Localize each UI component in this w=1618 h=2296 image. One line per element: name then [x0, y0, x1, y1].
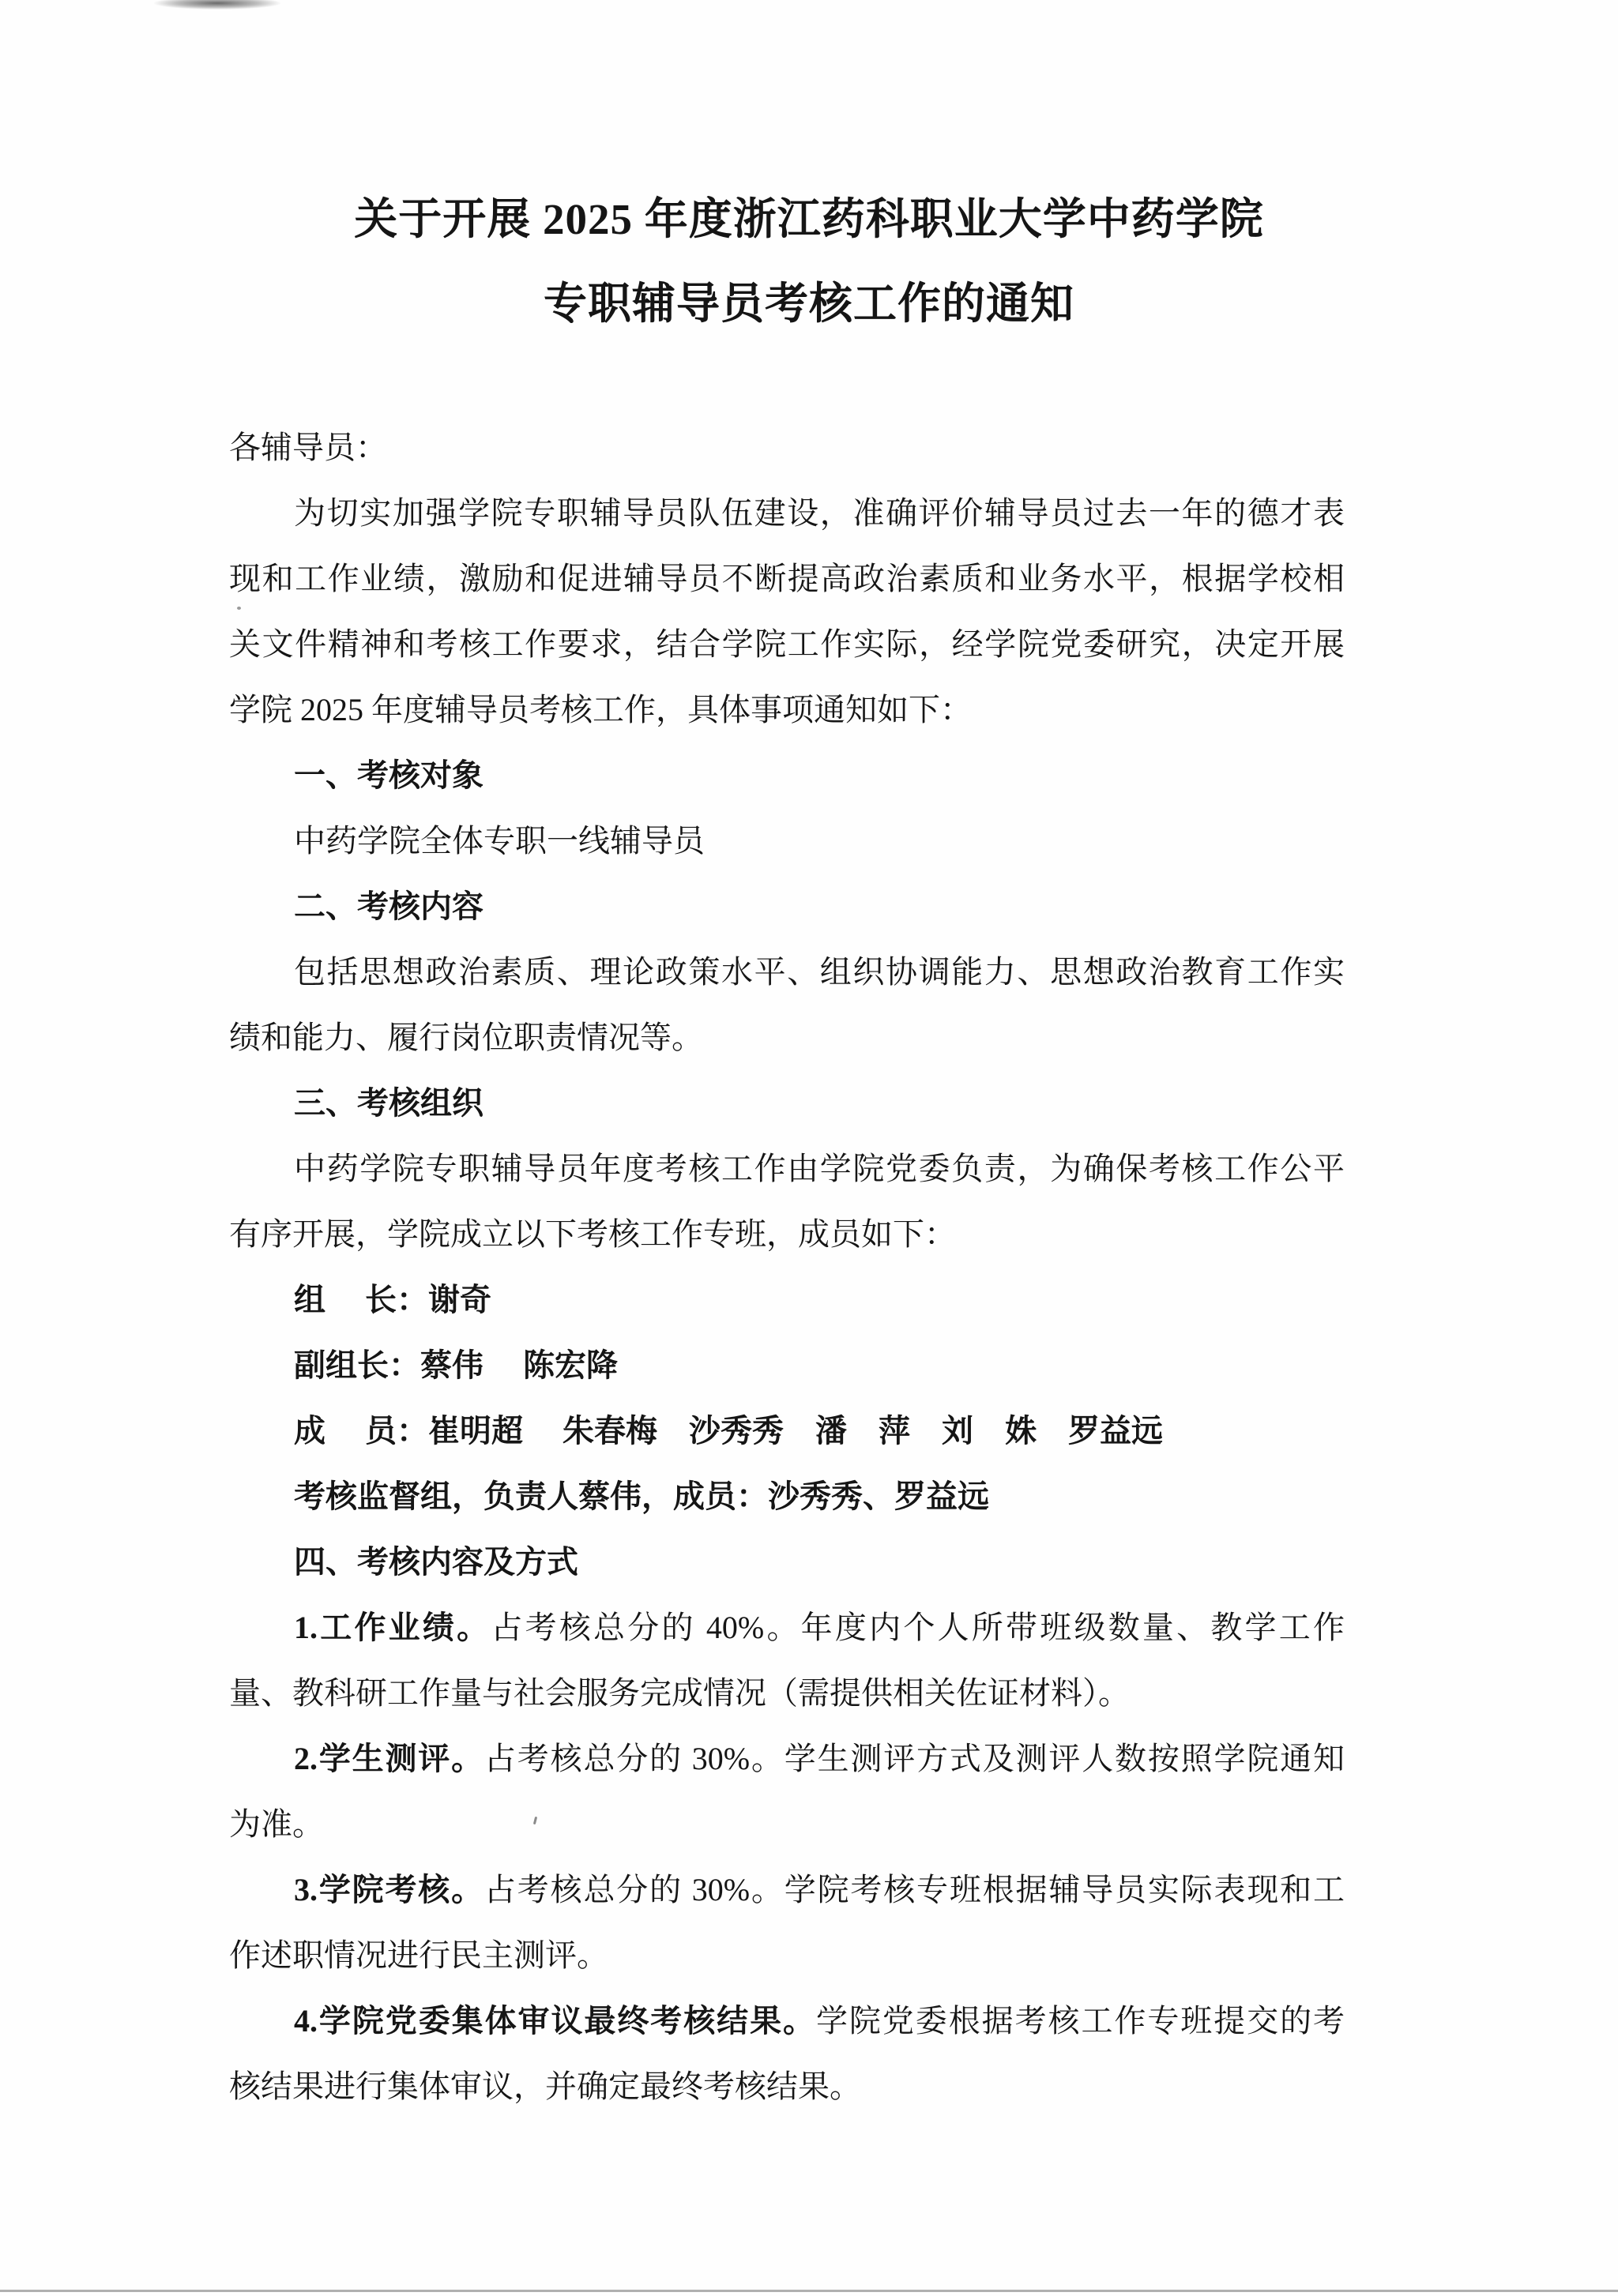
paragraph-line: 中药学院专职辅导员年度考核工作由学院党委负责，为确保考核工作公平 [294, 1151, 1345, 1186]
team-leader-line: 组 长：谢奇 [294, 1282, 491, 1317]
paragraph-line: 学院 2025 年度辅导员考核工作，具体事项通知如下： [229, 692, 972, 727]
team-deputy-line: 副组长：蔡伟 陈宏降 [294, 1347, 618, 1383]
item-lead: 4.学院党委集体审议最终考核结果。 [294, 2003, 816, 2039]
paragraph-line: 量、教科研工作量与社会服务完成情况（需提供相关佐证材料）。 [229, 1675, 1130, 1711]
paragraph-line: 为准。 [229, 1806, 324, 1842]
section-heading-3: 三、考核组织 [294, 1085, 484, 1121]
paragraph-line: 有序开展，学院成立以下考核工作专班，成员如下： [229, 1216, 956, 1252]
section-heading-1: 一、考核对象 [294, 757, 484, 793]
item-lead: 3.学院考核。 [294, 1872, 484, 1907]
paragraph-line: 作述职情况进行民主测评。 [229, 1937, 608, 1973]
paragraph-line: 核结果进行集体审议，并确定最终考核结果。 [229, 2069, 861, 2104]
section-heading-4: 四、考核内容及方式 [294, 1544, 578, 1580]
item-rest: 占考核总分的 30%。学生测评方式及测评人数按照学院通知 [484, 1741, 1345, 1776]
supervision-group-line: 考核监督组，负责人蔡伟，成员：沙秀秀、罗益远 [294, 1479, 989, 1514]
scan-speck-artifact [237, 607, 241, 610]
greeting-line: 各辅导员： [229, 430, 387, 465]
item-rest: 占考核总分的 30%。学院考核专班根据辅导员实际表现和工 [484, 1872, 1345, 1907]
item-lead: 2.学生测评。 [294, 1741, 484, 1776]
doc-body [229, 415, 1345, 2119]
scan-edge-line [0, 2290, 1618, 2292]
item-lead: 1.工作业绩。 [294, 1610, 491, 1645]
item-rest: 学院党委根据考核工作专班提交的考 [815, 2003, 1345, 2039]
numbered-item-line [229, 1857, 1345, 1922]
paragraph-line: 中药学院全体专职一线辅导员 [294, 823, 705, 859]
doc-title-line2: 专职辅导员考核工作的通知 [543, 280, 1074, 328]
numbered-item-line [229, 1988, 1345, 2054]
paragraph-line: 关文件精神和考核工作要求，结合学院工作实际，经学院党委研究，决定开展 [229, 626, 1345, 662]
section-heading-2: 二、考核内容 [294, 889, 484, 924]
paragraph-line: 现和工作业绩，激励和促进辅导员不断提高政治素质和业务水平，根据学校相 [229, 561, 1345, 596]
scan-smudge-artifact [154, 0, 280, 9]
numbered-item-line [229, 1595, 1345, 1660]
item-rest: 占考核总分的 40%。年度内个人所带班级数量、教学工作 [491, 1610, 1345, 1645]
paragraph-line: 包括思想政治素质、理论政策水平、组织协调能力、思想政治教育工作实 [294, 954, 1345, 990]
paragraph-line: 为切实加强学院专职辅导员队伍建设，准确评价辅导员过去一年的德才表 [294, 495, 1345, 531]
team-members-line: 成 员：崔明超 朱春梅 沙秀秀 潘 萍 刘 姝 罗益远 [294, 1413, 1163, 1449]
doc-title-line1: 关于开展 2025 年度浙江药科职业大学中药学院 [354, 195, 1264, 243]
numbered-item-line [229, 1726, 1345, 1791]
paragraph-line: 绩和能力、履行岗位职责情况等。 [229, 1020, 703, 1055]
